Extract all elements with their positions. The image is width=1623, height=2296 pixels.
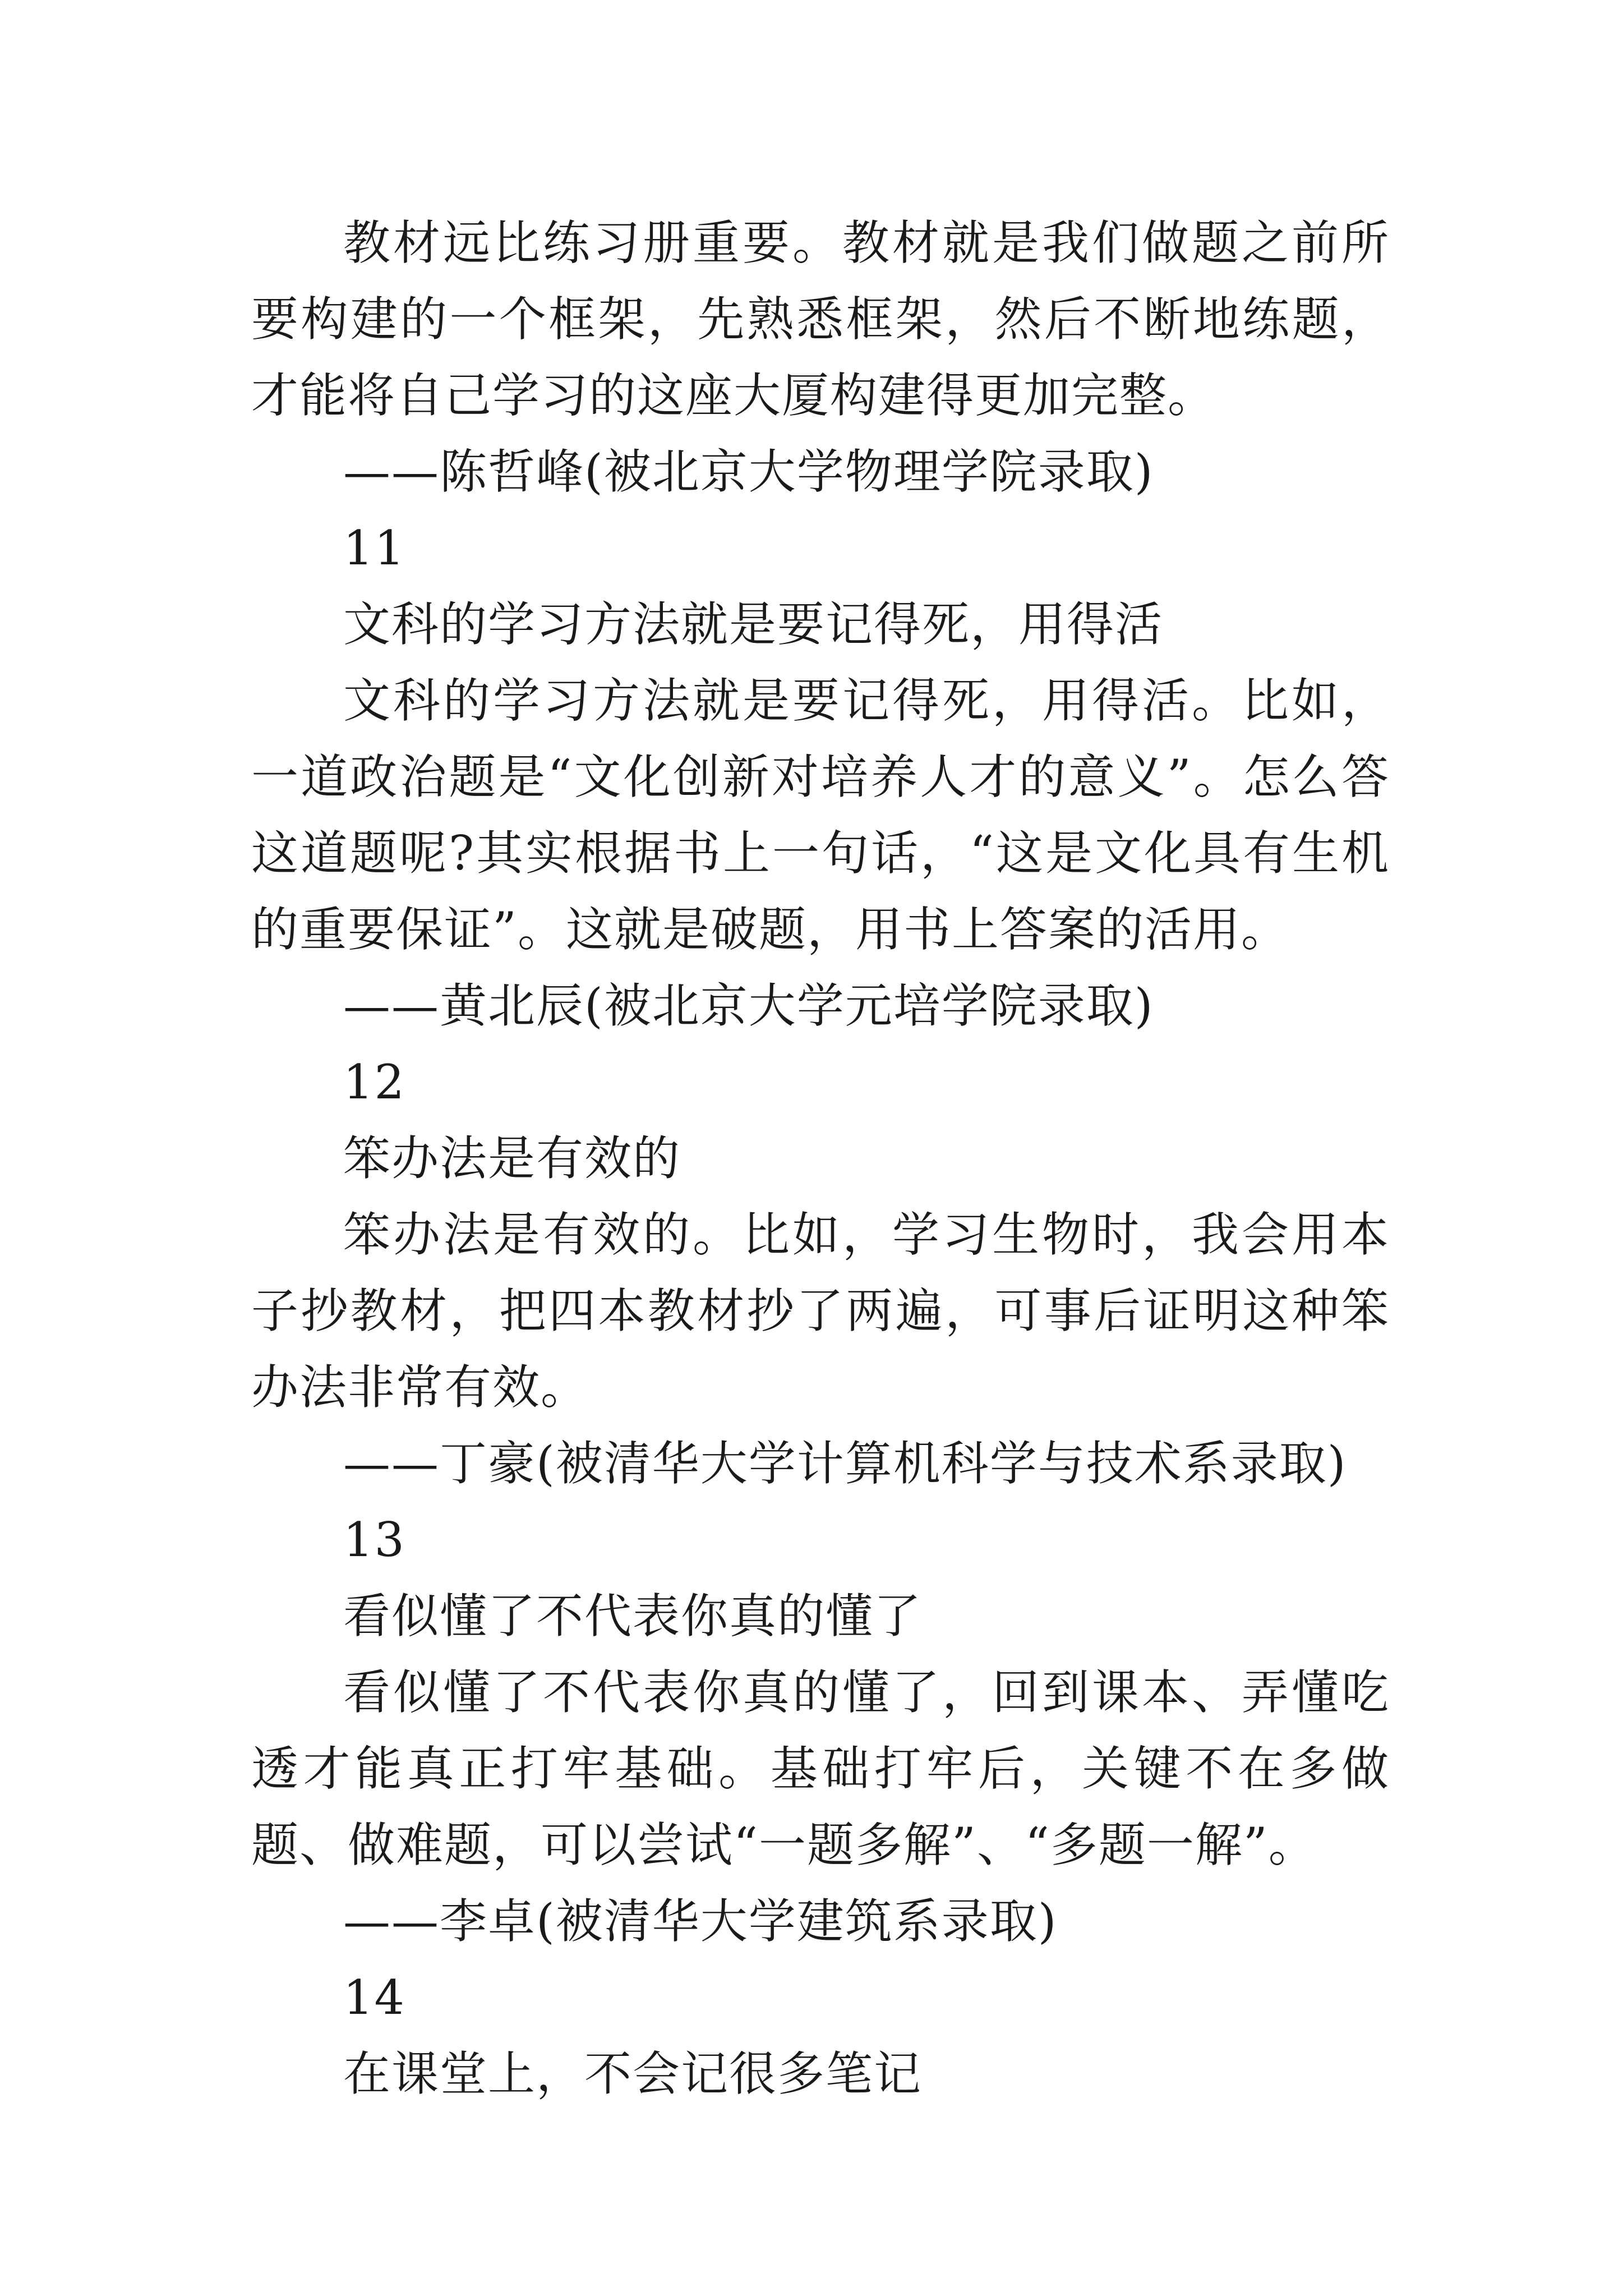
attribution-li-zhuo: ——李卓(被清华大学建筑系录取) xyxy=(343,1894,1058,1949)
section-number-12: 12 xyxy=(343,1055,405,1110)
section-heading-12: 笨办法是有效的 xyxy=(343,1131,681,1186)
paragraph-liberal-arts-method: 文科的学习方法就是要记得死，用得活。比如，一道政治题是“文化创新对培养人才的意义”。怎么答这道题呢?其实根据书上一句话，“这是文化具有生机的重要保证”。这就是破题，用书上答案的活用。 xyxy=(251,673,1390,957)
section-number-13: 13 xyxy=(343,1512,405,1567)
section-number-14: 14 xyxy=(343,1970,405,2025)
section-heading-14: 在课堂上，不会记很多笔记 xyxy=(343,2046,923,2101)
attribution-huang-beichen: ——黄北辰(被北京大学元培学院录取) xyxy=(343,978,1154,1033)
section-heading-11: 文科的学习方法就是要记得死，用得活 xyxy=(343,597,1164,652)
paragraph-clumsy-method: 笨办法是有效的。比如，学习生物时，我会用本子抄教材，把四本教材抄了两遍，可事后证明这种笨办法非常有效。 xyxy=(251,1207,1390,1415)
attribution-ding-hao: ——丁豪(被清华大学计算机科学与技术系录取) xyxy=(343,1436,1347,1491)
paragraph-textbook-importance: 教材远比练习册重要。教材就是我们做题之前所要构建的一个框架，先熟悉框架，然后不断地练题，才能将自己学习的这座大厦构建得更加完整。 xyxy=(251,215,1390,423)
section-number-11: 11 xyxy=(343,521,405,576)
attribution-chen-zhefeng: ——陈哲峰(被北京大学物理学院录取) xyxy=(343,444,1154,499)
section-heading-13: 看似懂了不代表你真的懂了 xyxy=(343,1589,923,1644)
document-body xyxy=(251,205,1390,2112)
paragraph-true-understanding: 看似懂了不代表你真的懂了，回到课本、弄懂吃透才能真正打牢基础。基础打牢后，关键不在多做题、做难题，可以尝试“一题多解”、“多题一解”。 xyxy=(251,1665,1390,1872)
